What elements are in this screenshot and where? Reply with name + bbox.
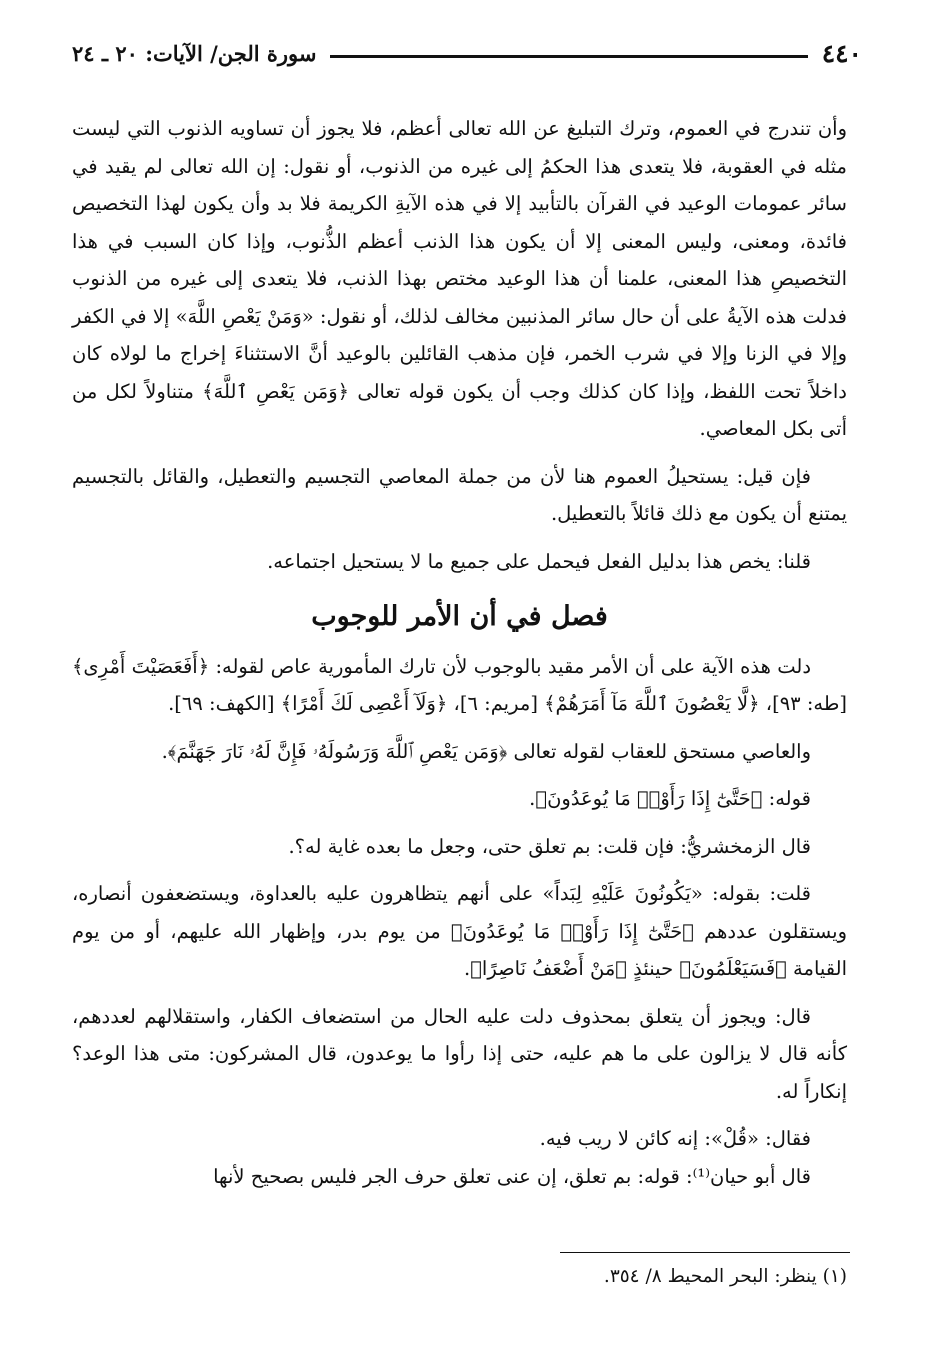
- page-header: [72, 36, 862, 70]
- section-heading: فصل في أن الأمر للوجوب: [311, 601, 608, 632]
- paragraph-say: فقال: «قُلْ»: إنه كائن لا ريب فيه.: [539, 1127, 811, 1150]
- footnote-separator: [560, 1252, 850, 1253]
- footnote: (١) ينظر: البحر المحيط ٨/ ٣٥٤.: [603, 1266, 847, 1287]
- paragraph-punishment: والعاصي مستحق للعقاب لقوله تعالى ﴿وَمَن يَعْصِ ٱللَّهَ وَرَسُولَهُۥ فَإِنَّ لَهُۥ نَارَ جَهَنَّمَ﴾.: [161, 739, 811, 763]
- paragraph-objection: فإن قيل: يستحيلُ العموم هنا لأن من جملة المعاصي التجسيم والتعطيل، والقائل بالتجسيم يمتنع أن يكون مع ذلك قائلاً بالتعطيل.: [72, 464, 847, 525]
- paragraph-continuation: وأن تندرج في العموم، وترك التبليغ عن الله تعالى أعظم، فلا يجوز أن تساويه الذنوب التي ليست مثله في العقوبة، فلا يتعدى هذا الحكمُ إلى غيره من الذنوب، أو نقول: إن الله تعالى لم يقيد في سائر عمومات الوعيد في القرآن بالتأبيد إلا في هذه الآيةِ الكريمة فلا بد وأن يكون لهذا التخصيص فائدة، ومعنى، وليس المعنى إلا أن يكون هذا الذنب أعظم الذُّنوب، وإذا كان السبب في هذا التخصيصِ هذا المعنى، علمنا أن هذا الوعيد مختص بهذا الذنب، فلا يتعدى إلى غيره من الذنوب فدلت هذه الآيةُ على أن حال سائر المذنبين مخالف لذلك، أو نقول: «وَمَنْ يَعْصِ اللَّهَ» إلا في الكفر وإلا في الزنا وإلا في شرب الخمر، فإن مذهب القائلين بالوعيد أنَّ الاستثناءَ إخراج ما لولاه كان داخلاً تحت اللفظ، وإذا كان كذلك وجب أن يكون قوله تعالى ﴿وَمَن يَعْصِ ٱللَّهَ﴾ متناولاً لكل من أتى بكل المعاصي.: [72, 117, 847, 440]
- paragraph-zamakhshari: قال الزمخشريُّ: فإن قلت: بم تعلق حتى، وجعل ما بعده غاية له؟.: [288, 834, 811, 858]
- paragraph-command-obligation: دلت هذه الآية على أن الأمر مقيد بالوجوب لأن تارك المأمورية عاص لقوله: ﴿أَفَعَصَيْتَ أَمْرِى﴾ [طه: ٩٣]، ﴿لَّا يَعْصُونَ ٱللَّهَ مَآ أَمَرَهُمْ﴾ [مريم: ٦]، ﴿وَلَآ أَعْصِى لَكَ أَمْرًا﴾ [الكهف: ٦٩].: [72, 654, 847, 715]
- page-number: ٤٤٠: [821, 38, 862, 68]
- paragraph-alternative: قال: ويجوز أن يتعلق بمحذوف دلت عليه الحال من استضعاف الكفار، واستقلالهم لعددهم، كأنه قال لا يزالون على ما هم عليه، حتى إذا رأوا ما يوعدون، قال المشركون: متى هذا الوعد؟ إنكاراً له.: [72, 1004, 847, 1103]
- paragraph-verse-quote: قوله: ﴿حَتَّىٰٓ إِذَا رَأَوْا۟ مَا يُوعَدُونَ﴾.: [529, 787, 811, 810]
- sura-info: سورة الجن/ الآيات: ٢٠ ـ ٢٤: [72, 40, 317, 66]
- page-body: [72, 110, 847, 1195]
- paragraph-reply: قلنا: يخص هذا بدليل الفعل فيحمل على جميع ما لا يستحيل اجتماعه.: [267, 549, 811, 573]
- paragraph-answer: قلت: بقوله: «يَكُونُونَ عَلَيْهِ لِبَداً» على أنهم يتظاهرون عليه بالعداوة، ويستضعفون أنصاره، ويستقلون عددهم ﴿حَتَّىٰٓ إِذَا رَأَوْا۟ مَا يُوعَدُونَ﴾ من يوم بدر، وإظهار الله عليهم، أو من يوم القيامة ﴿فَسَيَعْلَمُونَ﴾ حينئذٍ ﴿مَنْ أَضْعَفُ نَاصِرًا﴾.: [72, 882, 847, 980]
- header-rule: [330, 55, 807, 58]
- paragraph-abu-hayyan: قال أبو حيان⁽¹⁾: قوله: بم تعلق، إن عنى تعلق حرف الجر فليس بصحيح لأنها: [213, 1164, 811, 1188]
